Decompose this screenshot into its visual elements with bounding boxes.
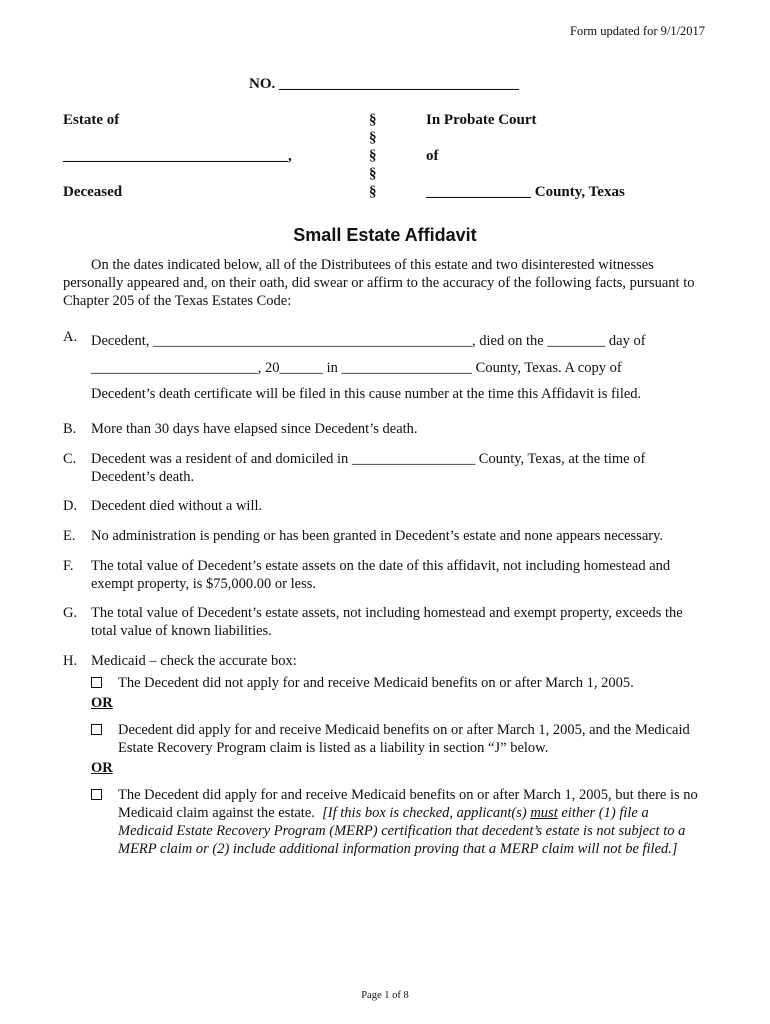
item-letter: F.: [63, 558, 74, 574]
item-g: [63, 604, 713, 640]
item-f-text: The total value of Decedent’s estate assets on the date of this affidavit, not including homestead and exempt property, is $75,000.00 or less.: [91, 558, 671, 592]
in-probate-court-label: In Probate Court: [426, 112, 537, 128]
medicaid-option-3-text: [118, 786, 706, 858]
item-letter: B.: [63, 421, 77, 437]
item-letter: E.: [63, 528, 76, 544]
medicaid-option-1[interactable]: [91, 674, 713, 692]
option-3-plain-text: The Decedent did apply for and receive Medicaid benefits on or after March 1, 2005, but there is no Medicaid claim against the estate.: [118, 787, 698, 821]
cause-number-field: NO. ________________________________: [249, 76, 519, 92]
option-3-italic-a: [If this box is checked, applicant(s): [322, 805, 527, 821]
item-d-text: Decedent died without a will.: [91, 498, 263, 514]
item-a-line-1: Decedent, ____________________________________________, died on the ________ day of: [91, 333, 646, 349]
medicaid-option-1-text: The Decedent did not apply for and receive Medicaid benefits on or after March 1, 2005.: [118, 675, 634, 691]
estate-of-label: Estate of: [63, 112, 120, 128]
or-divider: OR: [91, 695, 113, 711]
or-divider: OR: [91, 760, 113, 776]
intro-paragraph: On the dates indicated below, all of the Distributees of this estate and two disinterested witnesses personally appeared and, on their oath, did swear or affirm to the accuracy of the following facts, pursuant to Chapter 205 of the Texas Estates Code:: [63, 257, 695, 309]
checkbox[interactable]: [91, 789, 102, 800]
page-number: Page 1 of 8: [361, 990, 409, 1001]
item-a-line-2: _______________________, 20______ in __________________ County, Texas. A copy of: [91, 359, 622, 376]
item-f: [63, 557, 713, 593]
medicaid-option-2[interactable]: [91, 721, 713, 757]
medicaid-option-2-text: Decedent did apply for and receive Medicaid benefits on or after March 1, 2005, and the Medicaid Estate Recovery Program claim is listed as a liability in section “J” below.: [118, 722, 690, 756]
item-letter: G.: [63, 605, 78, 621]
checkbox[interactable]: [91, 677, 102, 688]
item-a: [63, 328, 713, 408]
item-b: [63, 420, 713, 438]
item-e-text: No administration is pending or has been granted in Decedent’s estate and none appears necessary.: [91, 528, 664, 544]
item-h-text: Medicaid – check the accurate box:: [91, 653, 297, 669]
item-c: [63, 450, 713, 486]
item-letter: D.: [63, 498, 78, 514]
option-3-italic-b: either (1) file a Medicaid Estate Recovery Program (MERP) certification that decedent’s estate is not subject to a MERP claim or (2) include additional information proving that a MERP claim will not be filed.]: [118, 805, 686, 857]
county-texas-field: ______________ County, Texas: [426, 184, 625, 200]
item-letter: A.: [63, 329, 78, 345]
item-a-line-3: Decedent’s death certificate will be filed in this cause number at the time this Affidavit is filed.: [91, 386, 642, 402]
item-d: [63, 497, 713, 515]
deceased-label: Deceased: [63, 184, 123, 200]
section-symbol: §: [369, 166, 377, 182]
section-symbol: §: [369, 112, 377, 128]
item-letter: H.: [63, 653, 78, 669]
section-symbol: §: [369, 148, 377, 164]
option-3-must: must: [530, 805, 558, 821]
item-h: [63, 652, 713, 670]
document-title: Small Estate Affidavit: [293, 225, 477, 245]
item-b-text: More than 30 days have elapsed since Decedent’s death.: [91, 421, 418, 437]
item-g-text: The total value of Decedent’s estate assets, not including homestead and exempt property, exceeds the total value of known liabilities.: [91, 605, 683, 639]
item-c-text: Decedent was a resident of and domiciled in _________________ County, Texas, at the time of Decedent’s death.: [91, 451, 646, 485]
of-label: of: [426, 148, 439, 164]
item-letter: C.: [63, 451, 77, 467]
medicaid-option-3[interactable]: [91, 786, 713, 858]
checkbox[interactable]: [91, 724, 102, 735]
section-symbol: §: [369, 130, 377, 146]
form-updated-note: Form updated for 9/1/2017: [570, 24, 706, 38]
estate-name-blank: ______________________________,: [63, 148, 292, 164]
item-e: [63, 527, 713, 545]
section-symbol: §: [369, 184, 377, 200]
